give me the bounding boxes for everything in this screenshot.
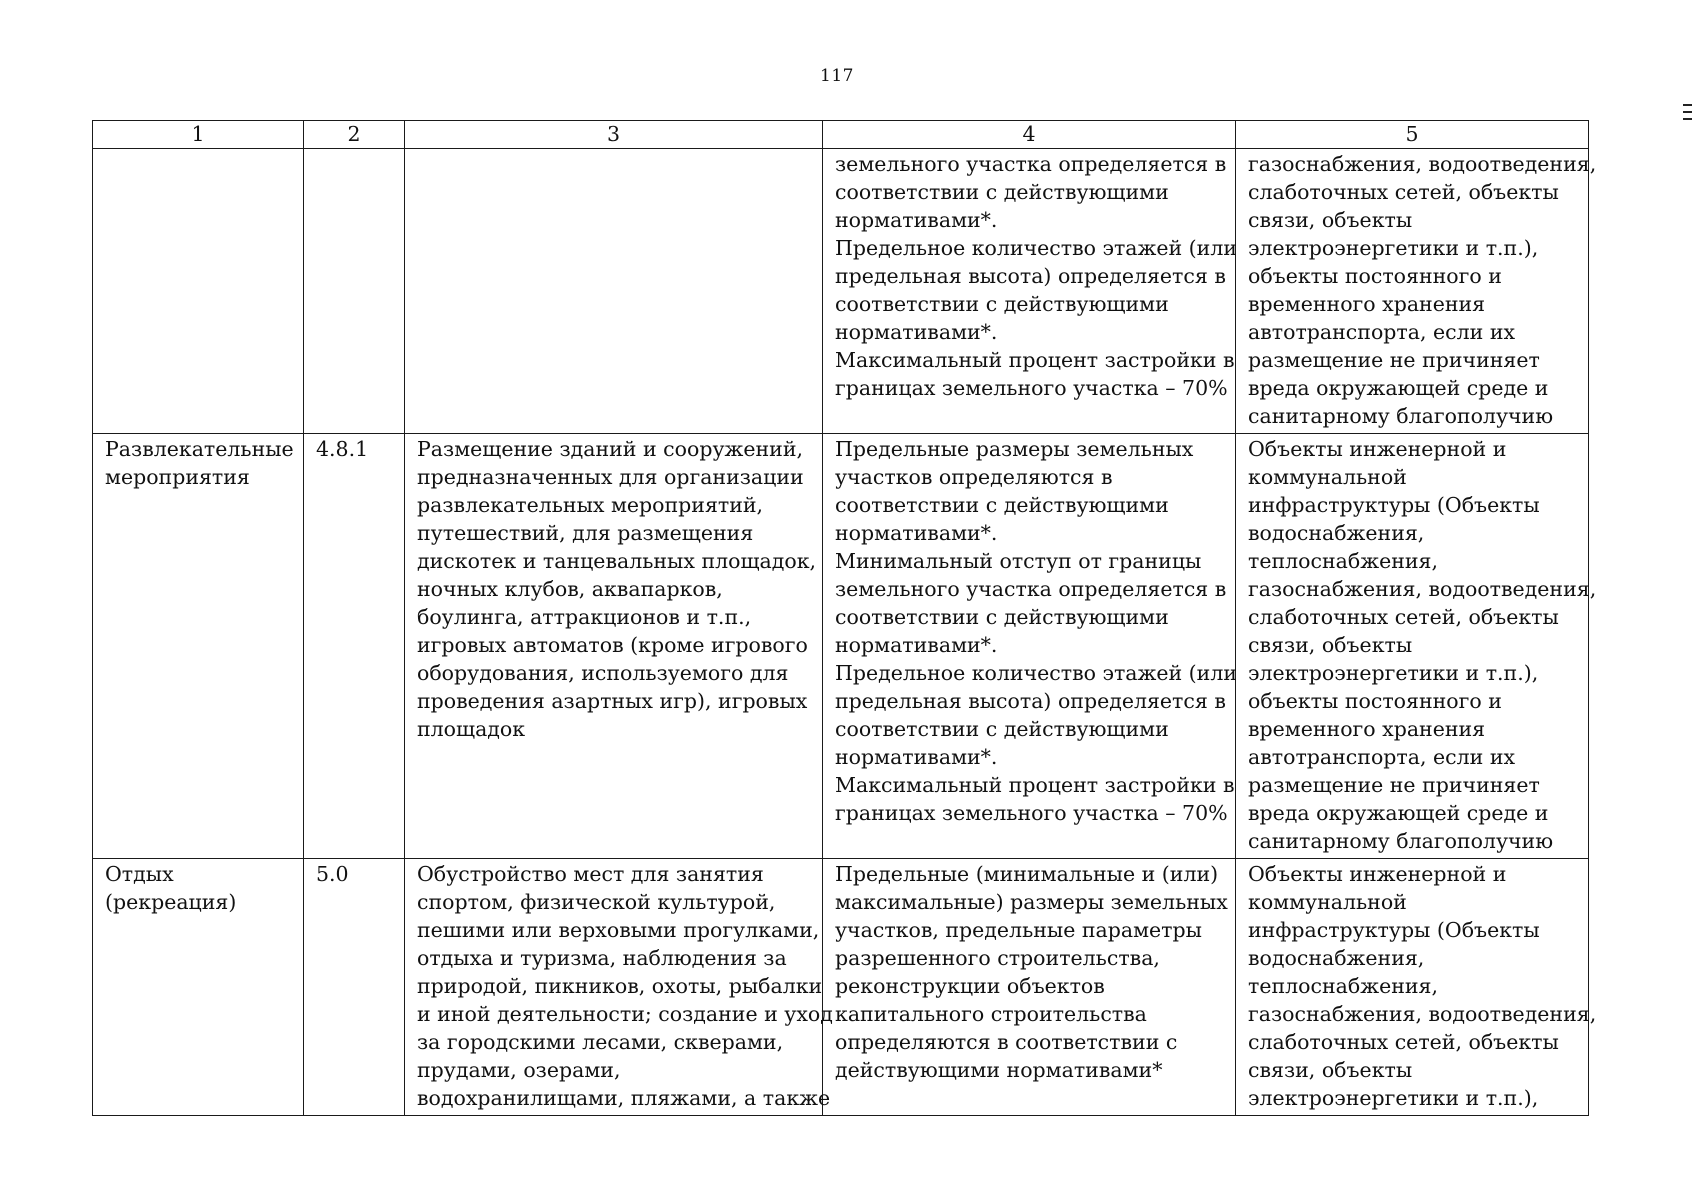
text-line: путешествий, для размещения: [417, 521, 754, 545]
text-line: Развлекательные: [105, 437, 294, 461]
use-name-cell: [93, 434, 304, 859]
building-params-cell: [823, 149, 1236, 434]
text-line: Размещение зданий и сооружений,: [417, 437, 803, 461]
text-line: за городскими лесами, скверами,: [417, 1030, 784, 1054]
use-name-cell: [93, 149, 304, 434]
text-line: объекты постоянного и: [1248, 264, 1502, 288]
text-line: Предельное количество этажей (или: [835, 236, 1238, 260]
edge-mark: [1683, 104, 1692, 106]
text-line: предельная высота) определяется в: [835, 264, 1226, 288]
text-line: Предельные (минимальные и (или): [835, 862, 1219, 886]
building-params-cell: [823, 859, 1236, 1116]
text-line: Минимальный отступ от границы: [835, 549, 1202, 573]
auxiliary-uses-cell: [1236, 149, 1597, 434]
text-line: временного хранения: [1248, 717, 1486, 741]
header-row: [93, 121, 1589, 149]
text-line: действующими нормативами*: [835, 1058, 1163, 1082]
use-code-cell: 5.0: [304, 859, 405, 1116]
text-line: нормативами*.: [835, 745, 998, 769]
use-name-cell: [93, 859, 304, 1116]
text-line: участков, предельные параметры: [835, 918, 1202, 942]
text-line: площадок: [417, 717, 526, 741]
text-line: игровых автоматов (кроме игрового: [417, 633, 808, 657]
text-line: вреда окружающей среде и: [1248, 801, 1549, 825]
text-line: газоснабжения, водоотведения,: [1248, 152, 1597, 176]
text-line: земельного участка определяется в: [835, 577, 1227, 601]
text-line: газоснабжения, водоотведения,: [1248, 1002, 1597, 1026]
text-line: максимальные) размеры земельных: [835, 890, 1228, 914]
text-line: Объекты инженерной и: [1248, 862, 1507, 886]
auxiliary-uses-cell: [1236, 859, 1597, 1116]
text-line: соответствии с действующими: [835, 605, 1169, 629]
auxiliary-uses-cell: [1236, 434, 1597, 859]
text-line: газоснабжения, водоотведения,: [1248, 577, 1597, 601]
text-line: размещение не причиняет: [1248, 773, 1540, 797]
text-line: размещение не причиняет: [1248, 348, 1540, 372]
building-params-cell: [823, 434, 1236, 859]
use-description-cell: [405, 434, 823, 859]
text-line: Отдых: [105, 862, 174, 886]
text-line: мероприятия: [105, 465, 250, 489]
text-line: природой, пикников, охоты, рыбалки: [417, 974, 823, 998]
text-line: слаботочных сетей, объекты: [1248, 1030, 1559, 1054]
text-line: водоснабжения,: [1248, 521, 1425, 545]
column-header: 1: [93, 121, 304, 149]
text-line: предельная высота) определяется в: [835, 689, 1226, 713]
table-row: [93, 859, 1589, 1116]
text-line: предназначенных для организации: [417, 465, 804, 489]
text-line: дискотек и танцевальных площадок,: [417, 549, 817, 573]
text-line: нормативами*.: [835, 521, 998, 545]
use-code-cell: 4.8.1: [304, 434, 405, 859]
text-line: соответствии с действующими: [835, 180, 1169, 204]
text-line: соответствии с действующими: [835, 292, 1169, 316]
text-line: электроэнергетики и т.п.),: [1248, 1086, 1539, 1110]
text-line: границах земельного участка – 70%: [835, 376, 1228, 400]
text-line: коммунальной: [1248, 465, 1407, 489]
text-line: определяются в соответствии с: [835, 1030, 1178, 1054]
text-line: временного хранения: [1248, 292, 1486, 316]
use-description-cell: [405, 859, 833, 1116]
table-row: [93, 434, 1589, 859]
text-line: связи, объекты: [1248, 208, 1413, 232]
text-line: инфраструктуры (Объекты: [1248, 918, 1540, 942]
text-line: теплоснабжения,: [1248, 549, 1438, 573]
text-line: вреда окружающей среде и: [1248, 376, 1549, 400]
table-row: [93, 149, 1589, 434]
text-line: нормативами*.: [835, 633, 998, 657]
text-line: нормативами*.: [835, 208, 998, 232]
text-line: отдыха и туризма, наблюдения за: [417, 946, 787, 970]
text-line: коммунальной: [1248, 890, 1407, 914]
text-line: Объекты инженерной и: [1248, 437, 1507, 461]
text-line: границах земельного участка – 70%: [835, 801, 1228, 825]
text-line: прудами, озерами,: [417, 1058, 621, 1082]
use-code-cell: [304, 149, 405, 434]
text-line: санитарному благополучию: [1248, 829, 1554, 853]
text-line: санитарному благополучию: [1248, 404, 1554, 428]
text-line: ночных клубов, аквапарков,: [417, 577, 723, 601]
text-line: проведения азартных игр), игровых: [417, 689, 808, 713]
column-header: 2: [304, 121, 405, 149]
page-number: 117: [820, 66, 854, 86]
text-line: слаботочных сетей, объекты: [1248, 180, 1559, 204]
text-line: автотранспорта, если их: [1248, 320, 1516, 344]
text-line: пешими или верховыми прогулками,: [417, 918, 820, 942]
text-line: Предельное количество этажей (или: [835, 661, 1238, 685]
text-line: участков определяются в: [835, 465, 1113, 489]
use-description-cell: [405, 149, 823, 434]
text-line: капитального строительства: [835, 1002, 1147, 1026]
text-line: нормативами*.: [835, 320, 998, 344]
text-line: автотранспорта, если их: [1248, 745, 1516, 769]
text-line: реконструкции объектов: [835, 974, 1105, 998]
text-line: Максимальный процент застройки в: [835, 773, 1235, 797]
text-line: Максимальный процент застройки в: [835, 348, 1235, 372]
column-header: 5: [1236, 121, 1589, 149]
text-line: объекты постоянного и: [1248, 689, 1502, 713]
text-line: соответствии с действующими: [835, 493, 1169, 517]
text-line: (рекреация): [105, 890, 237, 914]
edge-mark: [1683, 111, 1692, 113]
zoning-table: [92, 120, 1597, 1116]
text-line: водоснабжения,: [1248, 946, 1425, 970]
text-line: спортом, физической культурой,: [417, 890, 776, 914]
text-line: теплоснабжения,: [1248, 974, 1438, 998]
text-line: Предельные размеры земельных: [835, 437, 1194, 461]
text-line: боулинга, аттракционов и т.п.,: [417, 605, 752, 629]
text-line: и иной деятельности; создание и уход: [417, 1002, 833, 1026]
text-line: Обустройство мест для занятия: [417, 862, 764, 886]
text-line: инфраструктуры (Объекты: [1248, 493, 1540, 517]
text-line: электроэнергетики и т.п.),: [1248, 236, 1539, 260]
text-line: электроэнергетики и т.п.),: [1248, 661, 1539, 685]
column-header: 4: [823, 121, 1236, 149]
text-line: земельного участка определяется в: [835, 152, 1227, 176]
column-header: 3: [405, 121, 823, 149]
text-line: слаботочных сетей, объекты: [1248, 605, 1559, 629]
text-line: водохранилищами, пляжами, а также: [417, 1086, 831, 1110]
text-line: связи, объекты: [1248, 1058, 1413, 1082]
text-line: разрешенного строительства,: [835, 946, 1160, 970]
text-line: развлекательных мероприятий,: [417, 493, 764, 517]
text-line: оборудования, используемого для: [417, 661, 789, 685]
text-line: связи, объекты: [1248, 633, 1413, 657]
edge-mark: [1683, 118, 1692, 120]
text-line: соответствии с действующими: [835, 717, 1169, 741]
